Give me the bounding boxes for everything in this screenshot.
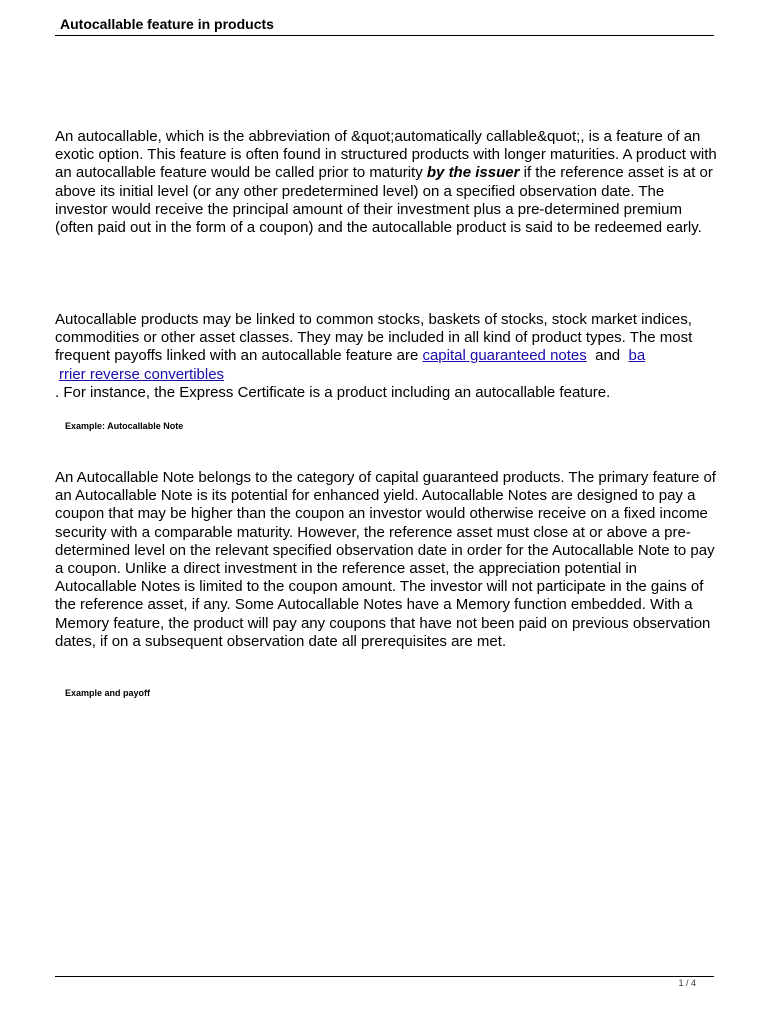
paragraph3-text: An Autocallable Note belongs to the category of capital guaranteed products. The primary feature of an Autocallable Note is its potential for enhanced yield. Autocallable Notes are designed to pay a coupon that may be higher than the coupon an investor would otherwise receive on a fixed income security with a comparable maturity. However, the reference asset must close at or above a pre-determined level on the relevant specified observation date in order for the Autocallable Note to pay a coupon. Unlike a direct investment in the reference asset, the appreciation potential in Autocallable Notes is limited to the coupon amount. The investor will not participate in the gains of the reference asset, if any. Some Autocallable Notes have a Memory function embedded. With a Memory feature, the product will pay any coupons that have not been paid on previous observation dates, if on a subsequent observation date all prerequisites are met. — [55, 469, 716, 650]
paragraph2-text-end: . For instance, the Express Certificate is a product including an autocallable feature. — [55, 383, 611, 401]
footer-divider — [55, 976, 714, 977]
capital-guaranteed-notes-link[interactable]: capital guaranteed notes — [422, 347, 587, 365]
barrier-reverse-convertibles-link-part2[interactable]: rrier reverse convertibles — [59, 365, 225, 383]
page-header — [55, 14, 714, 36]
paragraph1-text-start: An autocallable, which is the abbreviation of &quot;automatically callable&quot;, is a feature of an exotic option. This feature is often found in structured products with longer maturities. A product with an autocallable feature would be called prior to maturity — [55, 128, 717, 182]
emphasis-by-the-issuer: by the issuer — [426, 164, 520, 182]
page-number: 1 / 4 — [678, 978, 696, 988]
paragraph-autocallable-products — [55, 311, 717, 402]
paragraph2-conjunction: and — [595, 347, 621, 365]
paragraph2-text-start: Autocallable products may be linked to common stocks, baskets of stocks, stock market indices, commodities or other asset classes. They may be included in all kind of product types. The most frequent payoffs linked with an autocallable feature are — [55, 311, 693, 365]
paragraph1-text-end: if the reference asset is at or above its initial level (or any other predetermined level) on a specified observation date. The investor would receive the principal amount of their investment plus a pre-determined premium (often paid out in the form of a coupon) and the autocallable product is said to be redeemed early. — [55, 164, 713, 237]
subheading-example-and-payoff: Example and payoff — [65, 688, 151, 698]
document-title: Autocallable feature in products — [60, 16, 274, 32]
subheading-example-autocallable-note: Example: Autocallable Note — [65, 421, 184, 431]
paragraph-autocallable-note-description — [55, 469, 717, 651]
barrier-reverse-convertibles-link-part1[interactable]: ba — [628, 347, 646, 365]
paragraph-autocallable-definition — [55, 128, 717, 237]
